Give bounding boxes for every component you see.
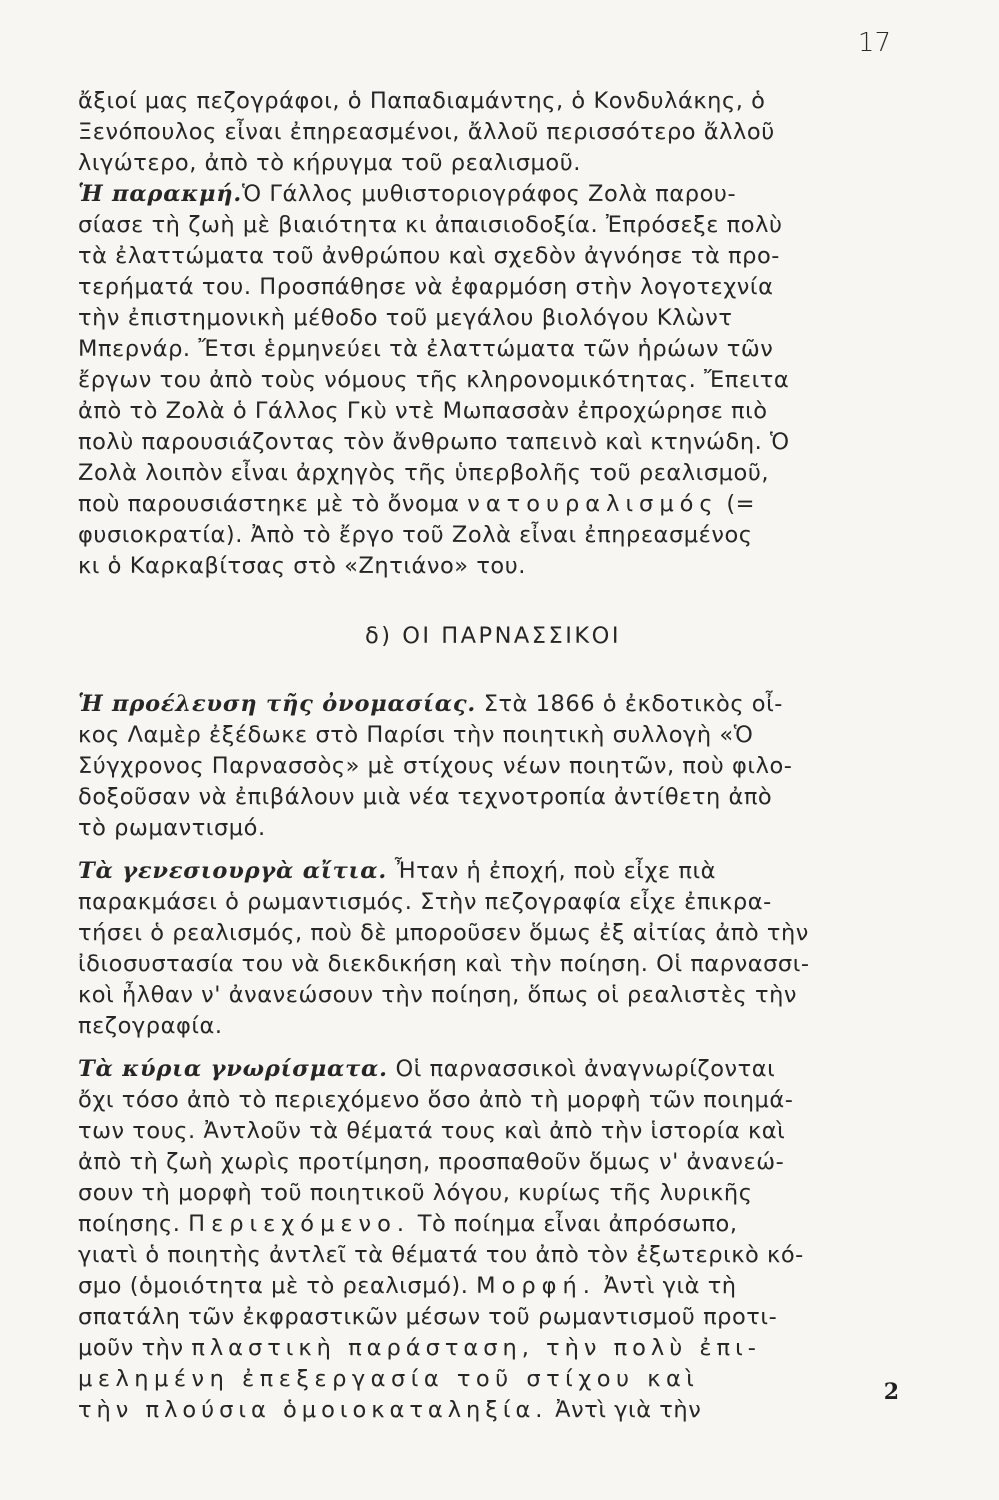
text-run: ποὺ παρουσιάστηκε μὲ τὸ ὄνομα [78,491,460,517]
text-run: μοῦν τὴν [78,1335,184,1361]
spaced-term-content: Περιεχόμενο. [188,1211,411,1237]
text-line-plastic [78,1333,908,1364]
text-run: Ἦταν ἡ ἐποχή, ποὺ εἶχε πιὰ [394,858,717,884]
text-line-content [78,1209,908,1240]
text-line: τὰ ἐλαττώματα τοῦ ἀνθρώπου καὶ σχεδὸν ἀγνόησε τὰ προ- [78,243,780,269]
text-line: Ξενόπουλος εἶναι ἐπηρεασμένοι, ἄλλοῦ περισσότερο ἄλλοῦ [78,119,775,145]
page-body [78,86,908,1426]
text-line: Σύγχρονος Παρνασσὸς» μὲ στίχους νέων ποιητῶν, ποὺ φιλο- [78,753,793,779]
heading-origin: Ἡ προέλευση τῆς ὀνομασίας. [78,691,476,717]
text-line-elaboration [78,1364,908,1395]
text-line: τὸ ρωμαντισμό. [78,815,266,841]
text-run: (= [726,491,756,517]
text-line-form [78,1271,908,1302]
text-run: Οἱ παρνασσικοὶ ἀναγνωρίζονται [395,1056,776,1082]
heading-decline: Ἡ παρακμή. [78,181,243,207]
section-title: δ) ΟΙ ΠΑΡΝΑΣΣΙΚΟΙ [365,623,621,649]
paragraph-decline-first-line [78,179,908,210]
text-line: Μπερνάρ. Ἔτσι ἑρμηνεύει τὰ ἐλαττώματα τῶν ἡρώων τῶν [78,336,774,362]
text-line-naturalism [78,489,908,520]
text-line: των τους. Ἀντλοῦν τὰ θέματά τους καὶ ἀπὸ τὴν ἱστορία καὶ [78,1118,786,1144]
text-line: τήσει ὁ ρεαλισμός, ποὺ δὲ μποροῦσεν ὅμως ἐξ αἰτίας ἀπὸ τὴν [78,920,809,946]
text-line: ἄξιοί μας πεζογράφοι, ὁ Παπαδιαμάντης, ὁ Κονδυλάκης, ὁ [78,88,766,114]
text-line-rhyme [78,1395,908,1426]
text-line: ἀπὸ τὴ ζωὴ χωρὶς προτίμηση, προσπαθοῦν ὅμως ν' ἀνανεώ- [78,1149,785,1175]
spaced-term-rhyme: τὴν πλούσια ὁμοιοκαταληξία. [78,1397,548,1423]
text-line: ἔργων του ἀπὸ τοὺς νόμους τῆς κληρονομικότητας. Ἔπειτα [78,367,790,393]
spaced-term-form: Μορφή. [476,1273,596,1299]
text-line: δοξοῦσαν νὰ ἐπιβάλουν μιὰ νέα τεχνοτροπία ἀντίθετη ἀπὸ [78,784,773,810]
signature-mark: 2 [883,1379,899,1405]
text-run: Στὰ 1866 ὁ ἐκδοτικὸς οἶ- [483,691,783,717]
text-line: Ζολὰ λοιπὸν εἶναι ἀρχηγὸς τῆς ὑπερβολῆς τοῦ ρεαλισμοῦ, [78,460,770,486]
spaced-term-plastic: πλαστικὴ παράσταση, τὴν πολὺ ἐπι- [191,1335,761,1361]
heading-features: Τὰ κύρια γνωρίσματα. [78,1056,388,1082]
text-line: κι ὁ Καρκαβίτσας στὸ «Ζητιάνο» του. [78,553,527,579]
text-line: ἰδιοσυστασία του νὰ διεκδικήση καὶ τὴν ποίηση. Οἱ παρνασσι- [78,951,810,977]
text-line: πολὺ παρουσιάζοντας τὸν ἄνθρωπο ταπεινὸ καὶ κτηνώδη. Ὁ [78,429,790,455]
text-line: ὄχι τόσο ἀπὸ τὸ περιεχόμενο ὅσο ἀπὸ τὴ μορφὴ τῶν ποιημά- [78,1087,794,1113]
text-line: σπατάλη τῶν ἐκφραστικῶν μέσων τοῦ ρωμαντισμοῦ προτι- [78,1304,778,1330]
heading-causes: Τὰ γενεσιουργὰ αἴτια. [78,858,387,884]
paragraph-origin-first-line [78,689,908,720]
text-run: ποίησης. [78,1211,181,1237]
paragraph-features-first-line [78,1054,908,1085]
text-line: ἀπὸ τὸ Ζολὰ ὁ Γάλλος Γκὺ ντὲ Μωπασσὰν ἐπροχώρησε πιὸ [78,398,768,424]
text-line: σίασε τὴ ζωὴ μὲ βιαιότητα κι ἀπαισιοδοξία. Ἐπρόσεξε πολὺ [78,212,783,238]
text-line: λιγώτερο, ἀπὸ τὸ κήρυγμα τοῦ ρεαλισμοῦ. [78,150,581,176]
text-line: τὴν ἐπιστημονικὴ μέθοδο τοῦ μεγάλου βιολόγου Κλὼντ [78,305,733,331]
text-line: κοὶ ἦλθαν ν' ἀνανεώσουν τὴν ποίηση, ὅπως οἱ ρεαλιστὲς τὴν [78,982,797,1008]
text-run: σμο (ὁμοιότητα μὲ τὸ ρεαλισμό). [78,1273,469,1299]
text-line: σουν τὴ μορφὴ τοῦ ποιητικοῦ λόγου, κυρίως τῆς λυρικῆς [78,1180,753,1206]
text-run: Ὁ Γάλλος μυθιστοριογράφος Ζολὰ παρου- [242,181,737,207]
text-line: φυσιοκρατία). Ἀπὸ τὸ ἔργο τοῦ Ζολὰ εἶναι ἐπηρεασμένος [78,522,753,548]
paragraph-causes-first-line [78,856,908,887]
text-run: Τὸ ποίημα εἶναι ἀπρόσωπο, [417,1211,738,1237]
text-run: Ἀντὶ γιὰ τὴν [555,1397,702,1423]
text-line: γιατὶ ὁ ποιητὴς ἀντλεῖ τὰ θέματά του ἀπὸ τὸν ἐξωτερικὸ κό- [78,1242,804,1268]
text-line: παρακμάσει ὁ ρωμαντισμός. Στὴν πεζογραφία εἶχε ἐπικρα- [78,889,772,915]
text-run: Ἀντὶ γιὰ τὴ [603,1273,737,1299]
text-line: τερήματά του. Προσπάθησε νὰ ἐφαρμόση στὴν λογοτεχνία [78,274,774,300]
spaced-term-naturalism: νατουραλισμός [467,491,719,517]
spaced-term-elaboration: μελημένη ἐπεξεργασία τοῦ στίχου καὶ [78,1366,700,1392]
page-number: 17 [857,28,891,58]
text-line: κος Λαμὲρ ἐξέδωκε στὸ Παρίσι τὴν ποιητικὴ συλλογὴ «Ὁ [78,722,754,748]
text-line: πεζογραφία. [78,1013,223,1039]
